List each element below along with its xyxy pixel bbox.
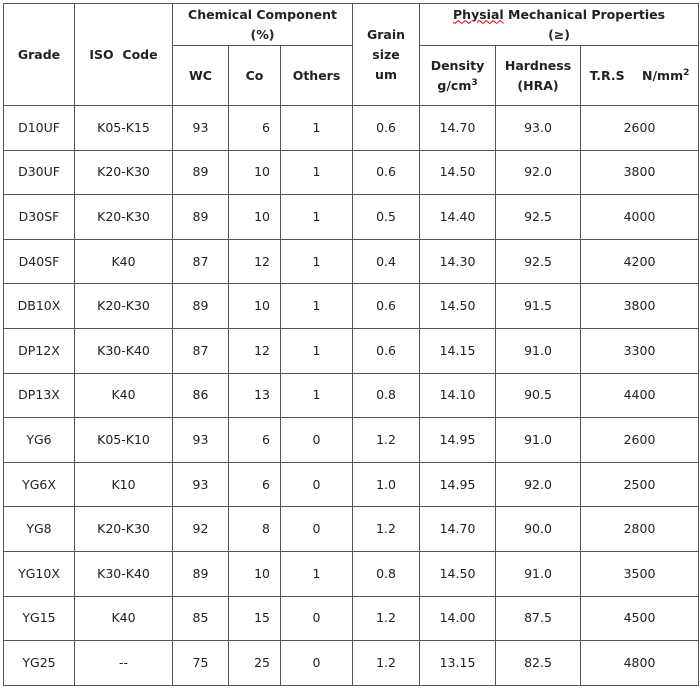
table-row (4, 373, 699, 418)
others-cell: 1 (281, 373, 353, 418)
others-cell: 1 (281, 195, 353, 240)
wc-cell: 89 (173, 195, 229, 240)
trs-cell: 4500 (581, 596, 699, 641)
others-cell: 1 (281, 106, 353, 151)
grain-size-cell: 0.4 (353, 239, 420, 284)
co-cell: 10 (229, 195, 281, 240)
wc-cell: 87 (173, 328, 229, 373)
grade-cell: YG10X (4, 551, 75, 596)
hardness-cell: 92.0 (496, 462, 581, 507)
co-cell: 12 (229, 239, 281, 284)
grain-size-cell: 0.6 (353, 106, 420, 151)
co-cell: 8 (229, 507, 281, 552)
wc-cell: 86 (173, 373, 229, 418)
table-row (4, 551, 699, 596)
grain-size-cell: 1.2 (353, 418, 420, 463)
co-cell: 6 (229, 106, 281, 151)
iso-code-cell: K20-K30 (75, 507, 173, 552)
grain-size-cell: 0.5 (353, 195, 420, 240)
density-cell: 14.50 (420, 150, 496, 195)
others-cell: 1 (281, 239, 353, 284)
trs-cell: 3300 (581, 328, 699, 373)
hardness-cell: 82.5 (496, 641, 581, 686)
table-row (4, 284, 699, 329)
hardness-cell: 93.0 (496, 106, 581, 151)
density-cell: 14.15 (420, 328, 496, 373)
density-cell: 14.95 (420, 462, 496, 507)
wc-cell: 85 (173, 596, 229, 641)
grade-cell: D40SF (4, 239, 75, 284)
co-cell: 6 (229, 418, 281, 463)
iso-code-cell: K40 (75, 239, 173, 284)
wc-cell: 75 (173, 641, 229, 686)
grade-cell: YG15 (4, 596, 75, 641)
density-cell: 14.95 (420, 418, 496, 463)
trs-cell: 2600 (581, 418, 699, 463)
table-row (4, 328, 699, 373)
header-row-top (4, 4, 699, 46)
iso-code-cell: K20-K30 (75, 284, 173, 329)
iso-code-cell: K05-K10 (75, 418, 173, 463)
grade-cell: YG25 (4, 641, 75, 686)
grade-properties-table (3, 3, 699, 686)
hardness-cell: 90.0 (496, 507, 581, 552)
trs-header: T.R.S $N/mm^2$ (581, 46, 699, 106)
others-cell: 0 (281, 596, 353, 641)
co-cell: 10 (229, 150, 281, 195)
co-cell: 12 (229, 328, 281, 373)
table-row (4, 418, 699, 463)
trs-cell: 2600 (581, 106, 699, 151)
others-cell: 0 (281, 418, 353, 463)
density-cell: 14.30 (420, 239, 496, 284)
others-cell: 0 (281, 507, 353, 552)
hardness-cell: 92.5 (496, 195, 581, 240)
others-cell: 0 (281, 462, 353, 507)
grain-size-cell: 1.2 (353, 507, 420, 552)
grade-cell: D30UF (4, 150, 75, 195)
grain-size-cell: 0.6 (353, 328, 420, 373)
iso-code-cell: K05-K15 (75, 106, 173, 151)
trs-cell: 4800 (581, 641, 699, 686)
hardness-cell: 90.5 (496, 373, 581, 418)
spellcheck-underlined-word: Physial (453, 6, 504, 22)
table-row (4, 507, 699, 552)
iso-code-header: ISO Code (75, 4, 173, 106)
iso-code-cell: K10 (75, 462, 173, 507)
iso-code-cell: K40 (75, 373, 173, 418)
grade-cell: D10UF (4, 106, 75, 151)
grade-cell: YG6 (4, 418, 75, 463)
co-cell: 15 (229, 596, 281, 641)
table-row (4, 596, 699, 641)
density-cell: 14.50 (420, 551, 496, 596)
trs-cell: 3800 (581, 150, 699, 195)
table-row (4, 462, 699, 507)
hardness-cell: 92.0 (496, 150, 581, 195)
grade-cell: DP13X (4, 373, 75, 418)
density-header: Density $g/cm^3$ (420, 46, 496, 106)
co-cell: 25 (229, 641, 281, 686)
iso-code-cell: K30-K40 (75, 551, 173, 596)
co-cell: 6 (229, 462, 281, 507)
grain-size-cell: 0.6 (353, 150, 420, 195)
co-cell: 10 (229, 284, 281, 329)
grain-size-cell: 1.2 (353, 596, 420, 641)
density-cell: 14.70 (420, 507, 496, 552)
grade-cell: DP12X (4, 328, 75, 373)
others-cell: 0 (281, 641, 353, 686)
trs-cell: 2800 (581, 507, 699, 552)
hardness-cell: 91.5 (496, 284, 581, 329)
chemical-component-header: Chemical Component (%) (173, 4, 353, 46)
wc-cell: 92 (173, 507, 229, 552)
grain-size-cell: 1.0 (353, 462, 420, 507)
hardness-cell: 91.0 (496, 418, 581, 463)
physical-mechanical-header: Physial Mechanical Properties (≥) (420, 4, 699, 46)
hardness-header: Hardness (HRA) (496, 46, 581, 106)
others-cell: 1 (281, 284, 353, 329)
grain-size-cell: 0.8 (353, 373, 420, 418)
wc-cell: 93 (173, 462, 229, 507)
table-row (4, 641, 699, 686)
co-cell: 13 (229, 373, 281, 418)
iso-code-cell: K40 (75, 596, 173, 641)
grain-size-cell: 0.8 (353, 551, 420, 596)
others-cell: 1 (281, 150, 353, 195)
wc-cell: 93 (173, 418, 229, 463)
density-cell: 13.15 (420, 641, 496, 686)
hardness-cell: 91.0 (496, 328, 581, 373)
trs-cell: 3800 (581, 284, 699, 329)
trs-cell: 4400 (581, 373, 699, 418)
grade-cell: D30SF (4, 195, 75, 240)
density-cell: 14.00 (420, 596, 496, 641)
grain-size-cell: 1.2 (353, 641, 420, 686)
iso-code-cell: K20-K30 (75, 195, 173, 240)
co-cell: 10 (229, 551, 281, 596)
wc-cell: 89 (173, 284, 229, 329)
iso-code-cell: K30-K40 (75, 328, 173, 373)
grade-cell: DB10X (4, 284, 75, 329)
wc-cell: 89 (173, 551, 229, 596)
hardness-cell: 92.5 (496, 239, 581, 284)
others-header: Others (281, 46, 353, 106)
table-row (4, 150, 699, 195)
grain-size-header: Grain size um (353, 4, 420, 106)
grade-header: Grade (4, 4, 75, 106)
iso-code-cell: -- (75, 641, 173, 686)
grain-size-cell: 0.6 (353, 284, 420, 329)
trs-cell: 4000 (581, 195, 699, 240)
table-row (4, 239, 699, 284)
grade-cell: YG8 (4, 507, 75, 552)
density-cell: 14.10 (420, 373, 496, 418)
wc-cell: 87 (173, 239, 229, 284)
table-body (4, 106, 699, 686)
trs-cell: 2500 (581, 462, 699, 507)
density-cell: 14.50 (420, 284, 496, 329)
iso-code-cell: K20-K30 (75, 150, 173, 195)
grade-cell: YG6X (4, 462, 75, 507)
table-row (4, 195, 699, 240)
hardness-cell: 91.0 (496, 551, 581, 596)
trs-cell: 4200 (581, 239, 699, 284)
density-cell: 14.70 (420, 106, 496, 151)
density-cell: 14.40 (420, 195, 496, 240)
wc-cell: 93 (173, 106, 229, 151)
trs-cell: 3500 (581, 551, 699, 596)
others-cell: 1 (281, 551, 353, 596)
table-row (4, 106, 699, 151)
co-header: Co (229, 46, 281, 106)
wc-cell: 89 (173, 150, 229, 195)
others-cell: 1 (281, 328, 353, 373)
wc-header: WC (173, 46, 229, 106)
hardness-cell: 87.5 (496, 596, 581, 641)
